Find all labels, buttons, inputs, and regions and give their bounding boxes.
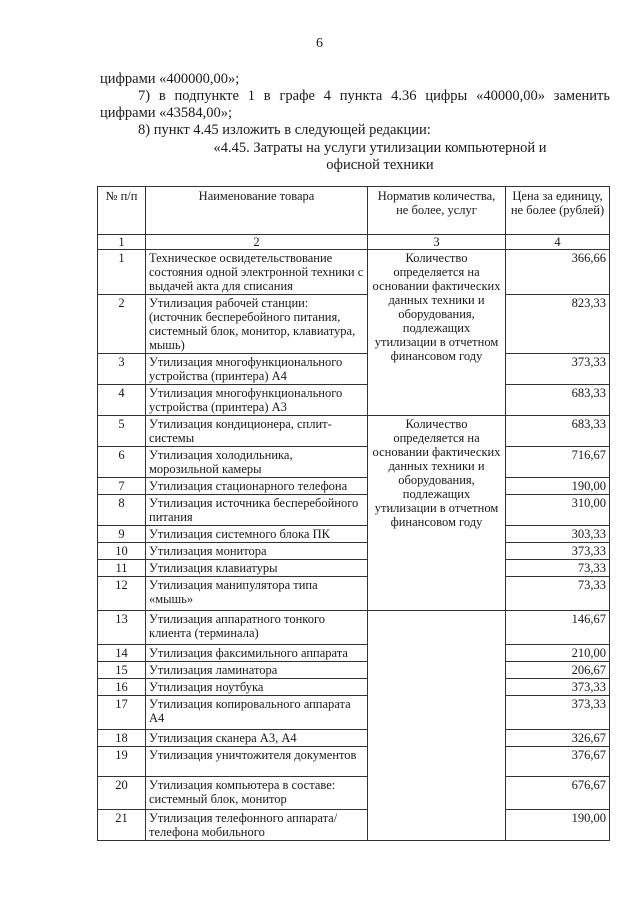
table-row [98, 354, 610, 385]
row-num: 9 [98, 526, 146, 543]
row-price: 373,33 [506, 354, 610, 385]
row-num: 2 [98, 295, 146, 354]
row-price: 303,33 [506, 526, 610, 543]
row-num: 19 [98, 747, 146, 777]
table-header-row [98, 187, 610, 235]
table-row [98, 543, 610, 560]
header-name: Наименование товара [146, 187, 368, 235]
col-number: 1 [98, 235, 146, 250]
table-row [98, 495, 610, 526]
table-row [98, 810, 610, 841]
table-row [98, 250, 610, 295]
row-price: 210,00 [506, 645, 610, 662]
header-norm: Норматив количества, не более, услуг [368, 187, 506, 235]
page-number: 6 [316, 36, 323, 51]
row-name: Утилизация источника бесперебойного питания [146, 495, 368, 526]
table-row [98, 295, 610, 354]
row-num: 7 [98, 478, 146, 495]
norm-cell-group-1: Количество определяется на основании фактических данных техники и оборудования, подлежащих утилизации в отчетном финансовом году [368, 250, 506, 416]
header-price: Цена за единицу, не более (рублей) [506, 187, 610, 235]
row-name: Техническое освидетельствование состояния одной электронной техники с выдачей акта для списания [146, 250, 368, 295]
paragraph-prev-end: цифрами «400000,00»; [100, 71, 240, 87]
row-num: 3 [98, 354, 146, 385]
table-row [98, 611, 610, 645]
table-row [98, 478, 610, 495]
row-name: Утилизация компьютера в составе: системный блок, монитор [146, 777, 368, 810]
row-price: 310,00 [506, 495, 610, 526]
row-price: 376,67 [506, 747, 610, 777]
row-name: Утилизация рабочей станции: (источник бесперебойного питания, системный блок, монитор, клавиатура, мышь) [146, 295, 368, 354]
table-row [98, 416, 610, 447]
row-name: Утилизация клавиатуры [146, 560, 368, 577]
table-row [98, 730, 610, 747]
row-name: Утилизация системного блока ПК [146, 526, 368, 543]
table-row [98, 577, 610, 611]
table-row [98, 526, 610, 543]
row-price: 326,67 [506, 730, 610, 747]
row-num: 10 [98, 543, 146, 560]
row-num: 14 [98, 645, 146, 662]
row-name: Утилизация телефонного аппарата/телефона мобильного [146, 810, 368, 841]
table-row [98, 777, 610, 810]
table-row [98, 385, 610, 416]
row-num: 12 [98, 577, 146, 611]
row-name: Утилизация факсимильного аппарата [146, 645, 368, 662]
row-name: Утилизация аппаратного тонкого клиента (терминала) [146, 611, 368, 645]
table-row [98, 560, 610, 577]
row-name: Утилизация ноутбука [146, 679, 368, 696]
row-price: 73,33 [506, 577, 610, 611]
row-num: 20 [98, 777, 146, 810]
row-price: 683,33 [506, 416, 610, 447]
row-name: Утилизация многофункционального устройства (принтера) А4 [146, 354, 368, 385]
row-name: Утилизация манипулятора типа «мышь» [146, 577, 368, 611]
row-name: Утилизация монитора [146, 543, 368, 560]
row-num: 5 [98, 416, 146, 447]
row-name: Утилизация многофункционального устройства (принтера) А3 [146, 385, 368, 416]
row-price: 190,00 [506, 478, 610, 495]
row-price: 146,67 [506, 611, 610, 645]
row-num: 1 [98, 250, 146, 295]
row-name: Утилизация стационарного телефона [146, 478, 368, 495]
row-price: 190,00 [506, 810, 610, 841]
row-num: 6 [98, 447, 146, 478]
row-price: 373,33 [506, 679, 610, 696]
row-price: 823,33 [506, 295, 610, 354]
row-name: Утилизация уничтожителя документов [146, 747, 368, 777]
row-name: Утилизация кондиционера, сплит-системы [146, 416, 368, 447]
row-num: 11 [98, 560, 146, 577]
column-number-row [98, 235, 610, 250]
paragraph-item-7-cont: цифрами «43584,00»; [100, 105, 233, 121]
col-number: 3 [368, 235, 506, 250]
norm-cell-empty [368, 611, 506, 841]
table-row [98, 447, 610, 478]
row-num: 16 [98, 679, 146, 696]
col-number: 4 [506, 235, 610, 250]
row-price: 683,33 [506, 385, 610, 416]
costs-table [97, 186, 610, 841]
row-num: 15 [98, 662, 146, 679]
row-name: Утилизация холодильника, морозильной камеры [146, 447, 368, 478]
row-price: 73,33 [506, 560, 610, 577]
row-price: 366,66 [506, 250, 610, 295]
row-num: 21 [98, 810, 146, 841]
table-row [98, 662, 610, 679]
row-price: 206,67 [506, 662, 610, 679]
row-num: 13 [98, 611, 146, 645]
table-row [98, 679, 610, 696]
paragraph-item-7: 7) в подпункте 1 в графе 4 пункта 4.36 цифры «40000,00» заменить [138, 88, 610, 104]
table-row [98, 747, 610, 777]
row-price: 373,33 [506, 543, 610, 560]
row-price: 716,67 [506, 447, 610, 478]
row-num: 8 [98, 495, 146, 526]
row-name: Утилизация ламинатора [146, 662, 368, 679]
col-number: 2 [146, 235, 368, 250]
row-name: Утилизация сканера А3, А4 [146, 730, 368, 747]
row-num: 4 [98, 385, 146, 416]
row-price: 373,33 [506, 696, 610, 730]
section-title [200, 140, 560, 174]
paragraph-item-8: 8) пункт 4.45 изложить в следующей редакции: [138, 122, 431, 138]
table-row [98, 696, 610, 730]
table-row [98, 645, 610, 662]
row-price: 676,67 [506, 777, 610, 810]
norm-cell-group-2: Количество определяется на основании фактических данных техники и оборудования, подлежащих утилизации в отчетном финансовом году [368, 416, 506, 611]
row-num: 18 [98, 730, 146, 747]
header-num: № п/п [98, 187, 146, 235]
section-title-line-2: офисной техники [326, 157, 434, 173]
row-name: Утилизация копировального аппарата А4 [146, 696, 368, 730]
section-title-line-1: «4.45. Затраты на услуги утилизации компьютерной и [213, 140, 547, 156]
row-num: 17 [98, 696, 146, 730]
